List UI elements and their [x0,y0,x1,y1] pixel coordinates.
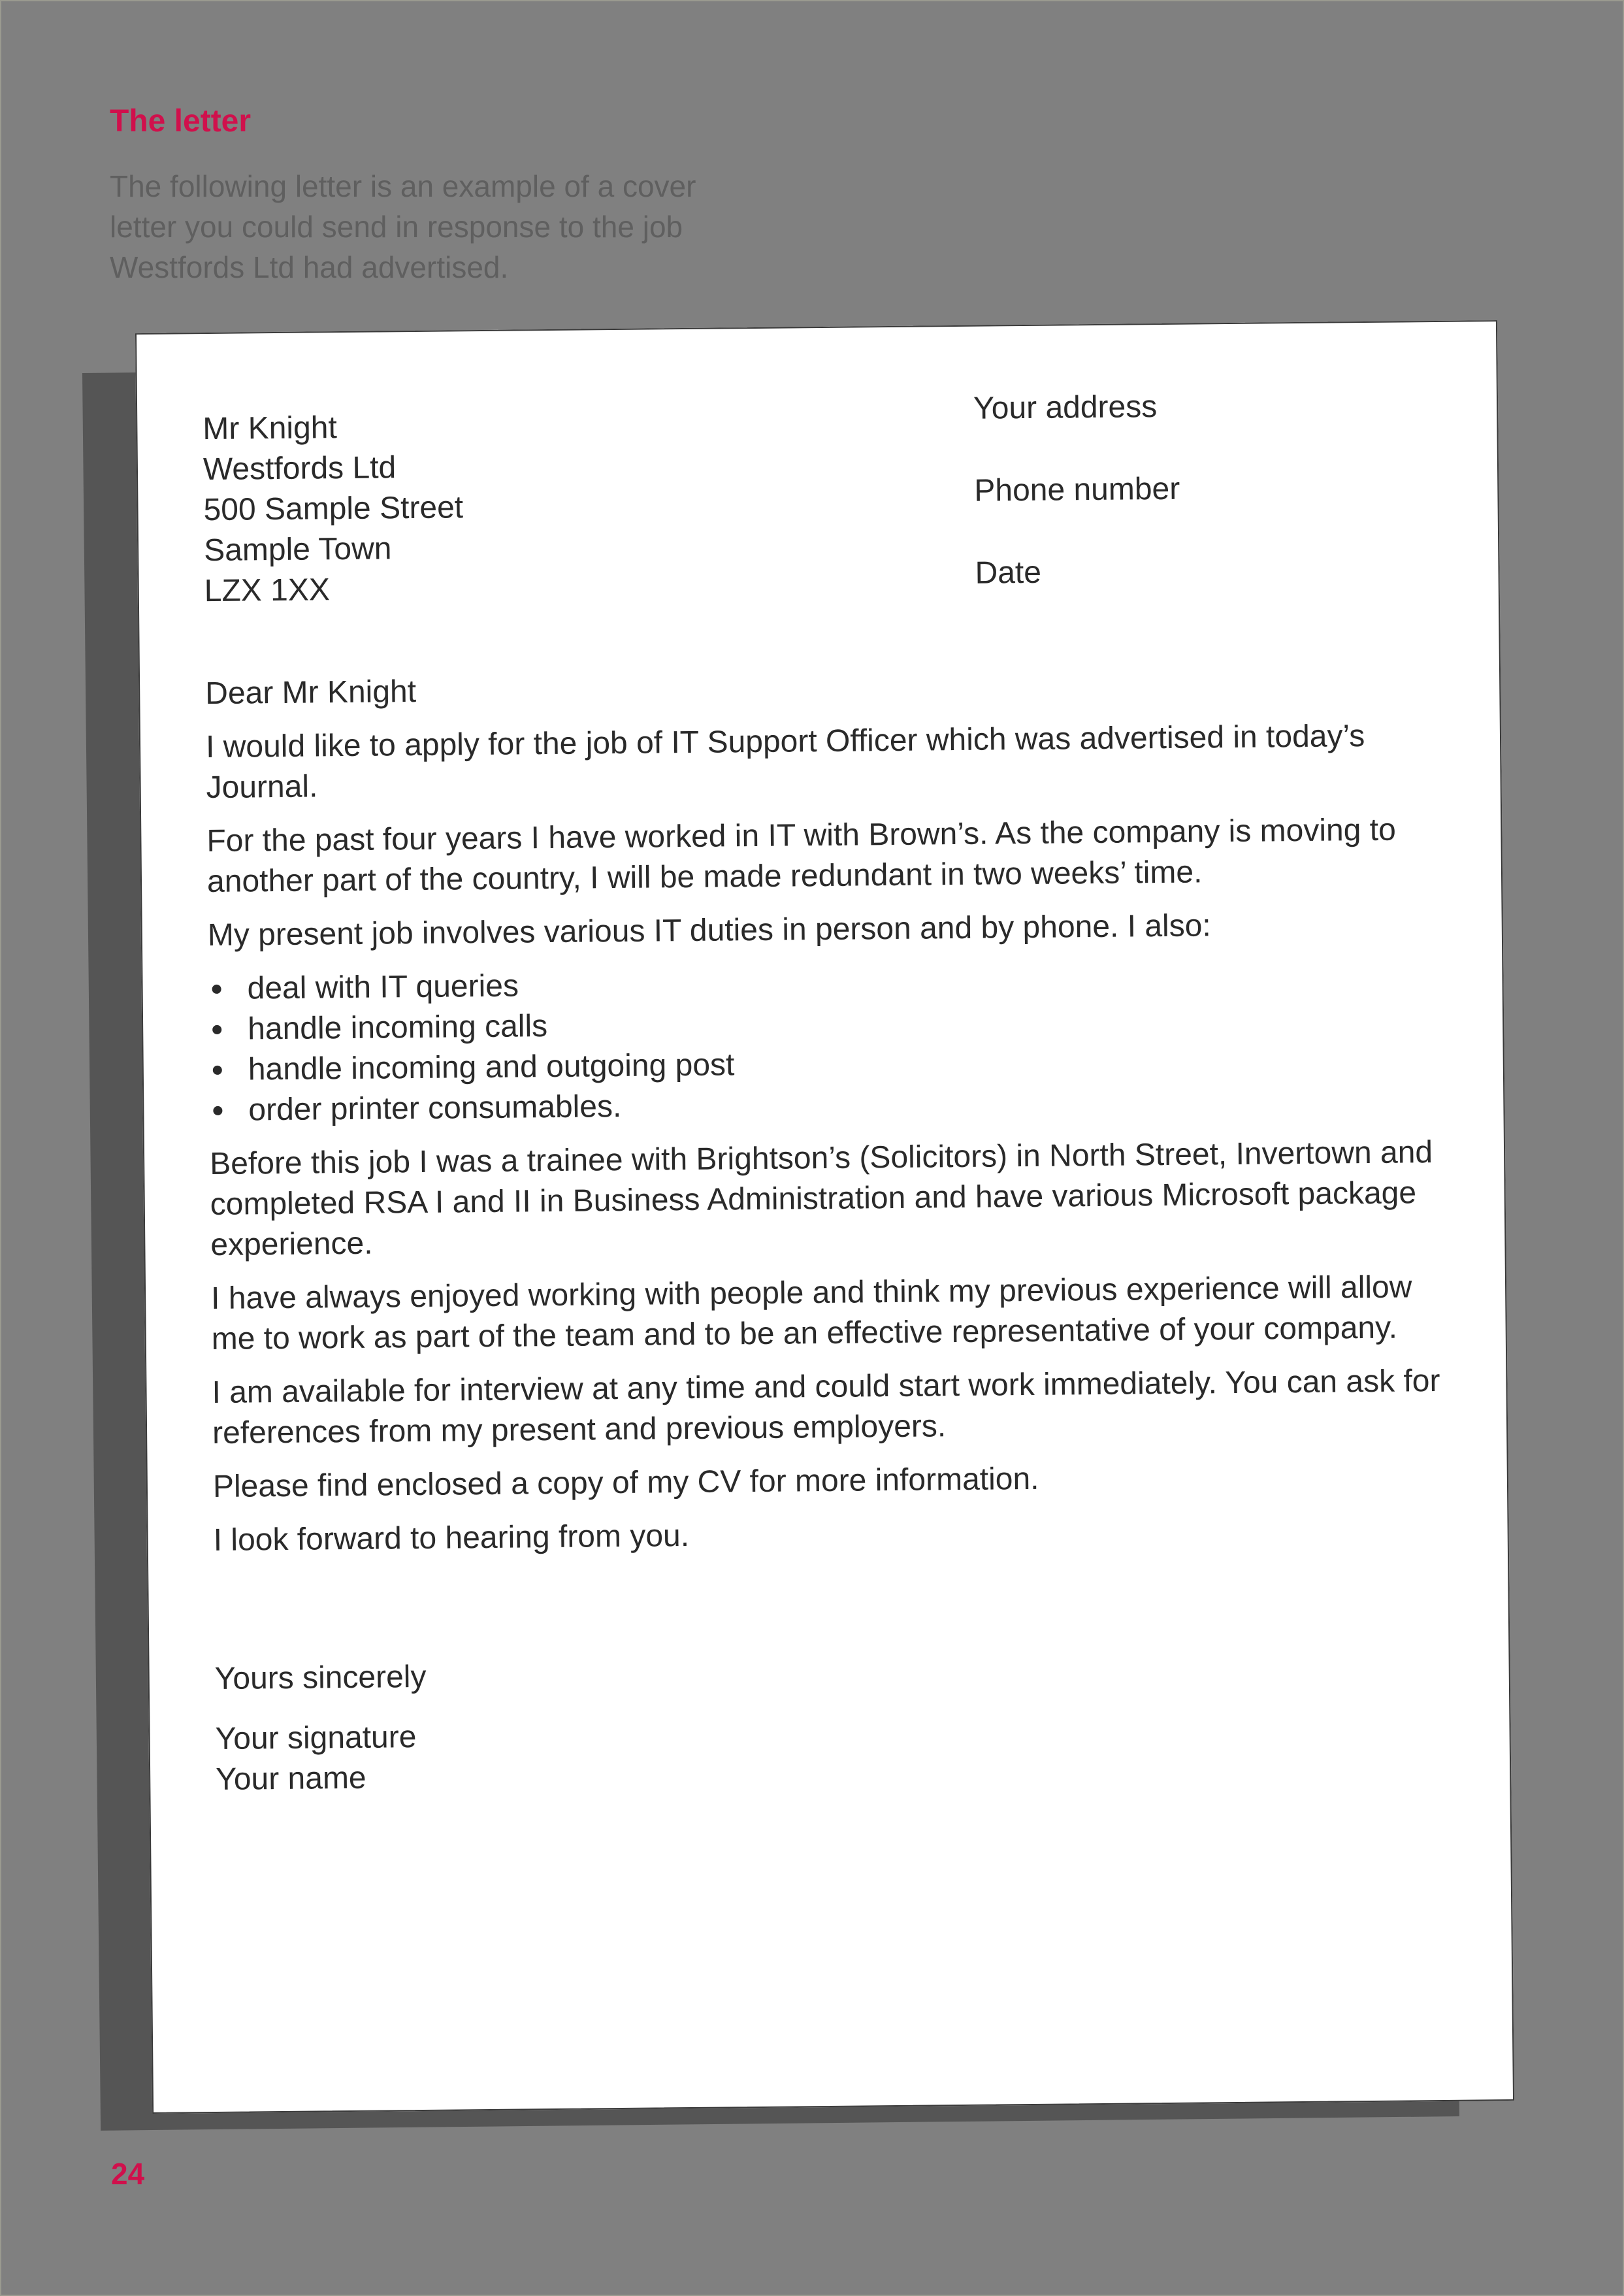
paragraph-cv: Please find enclosed a copy of my CV for more information. [212,1461,1039,1505]
signature-placeholder: Your signature [215,1720,417,1756]
paragraph-duties-intro: My present job involves various IT duties in person and by phone. I also: [207,908,1211,953]
letter-sheet [135,320,1514,2114]
section-heading: The letter [110,104,252,139]
paragraph-availability: I am available for interview at any time and could start work immediately. You can ask for references from my present and previous employers. [212,1363,1440,1451]
intro-text: The following letter is an example of a cover letter you could send in response to the job Westfords Ltd had advertised. [110,169,696,284]
paragraph-teamwork: I have always enjoyed working with people and think my previous experience will allow me to work as part of the team and to be an effective representative of your company. [210,1270,1412,1357]
sender-phone: Phone number [974,471,1180,508]
recipient-name: Mr Knight [203,410,338,447]
greeting: Dear Mr Knight [205,674,417,712]
duties-list [208,957,1437,1131]
duty-text: handle incoming and outgoing post [248,1047,735,1087]
duty-text: deal with IT queries [247,968,519,1006]
bullet-icon [213,1066,222,1075]
page-number: 24 [111,2157,145,2191]
paragraph-previous-job: Before this job I was a trainee with Brightson’s (Solicitors) in North Street, Invertown and completed RSA I and II in Business Administration and have various Microsoft package experience. [209,1135,1433,1263]
letter-body [205,662,1444,1800]
duty-text: handle incoming calls [247,1009,548,1047]
paragraph-application: I would like to apply for the job of IT Support Officer which was advertised in today’s Journal. [205,719,1365,806]
recipient-town: Sample Town [203,531,392,568]
bullet-icon [212,1025,221,1034]
recipient-company: Westfords Ltd [203,450,397,487]
sender-details [973,387,1182,636]
sender-address: Your address [973,389,1158,426]
recipient-address [203,406,464,612]
bullet-icon [212,985,221,994]
recipient-street: 500 Sample Street [203,490,464,528]
paragraph-experience: For the past four years I have worked in IT with Brown’s. As the company is moving to another part of the country, I will be made redundant in two weeks’ time. [206,812,1396,900]
name-placeholder: Your name [215,1760,366,1797]
bullet-icon [213,1106,222,1115]
closing: Yours sincerely [214,1659,427,1696]
recipient-postcode: LZX 1XX [204,572,331,609]
paragraph-look-forward: I look forward to hearing from you. [213,1518,690,1558]
letter-date: Date [975,555,1042,591]
duty-text: order printer consumables. [248,1089,622,1128]
